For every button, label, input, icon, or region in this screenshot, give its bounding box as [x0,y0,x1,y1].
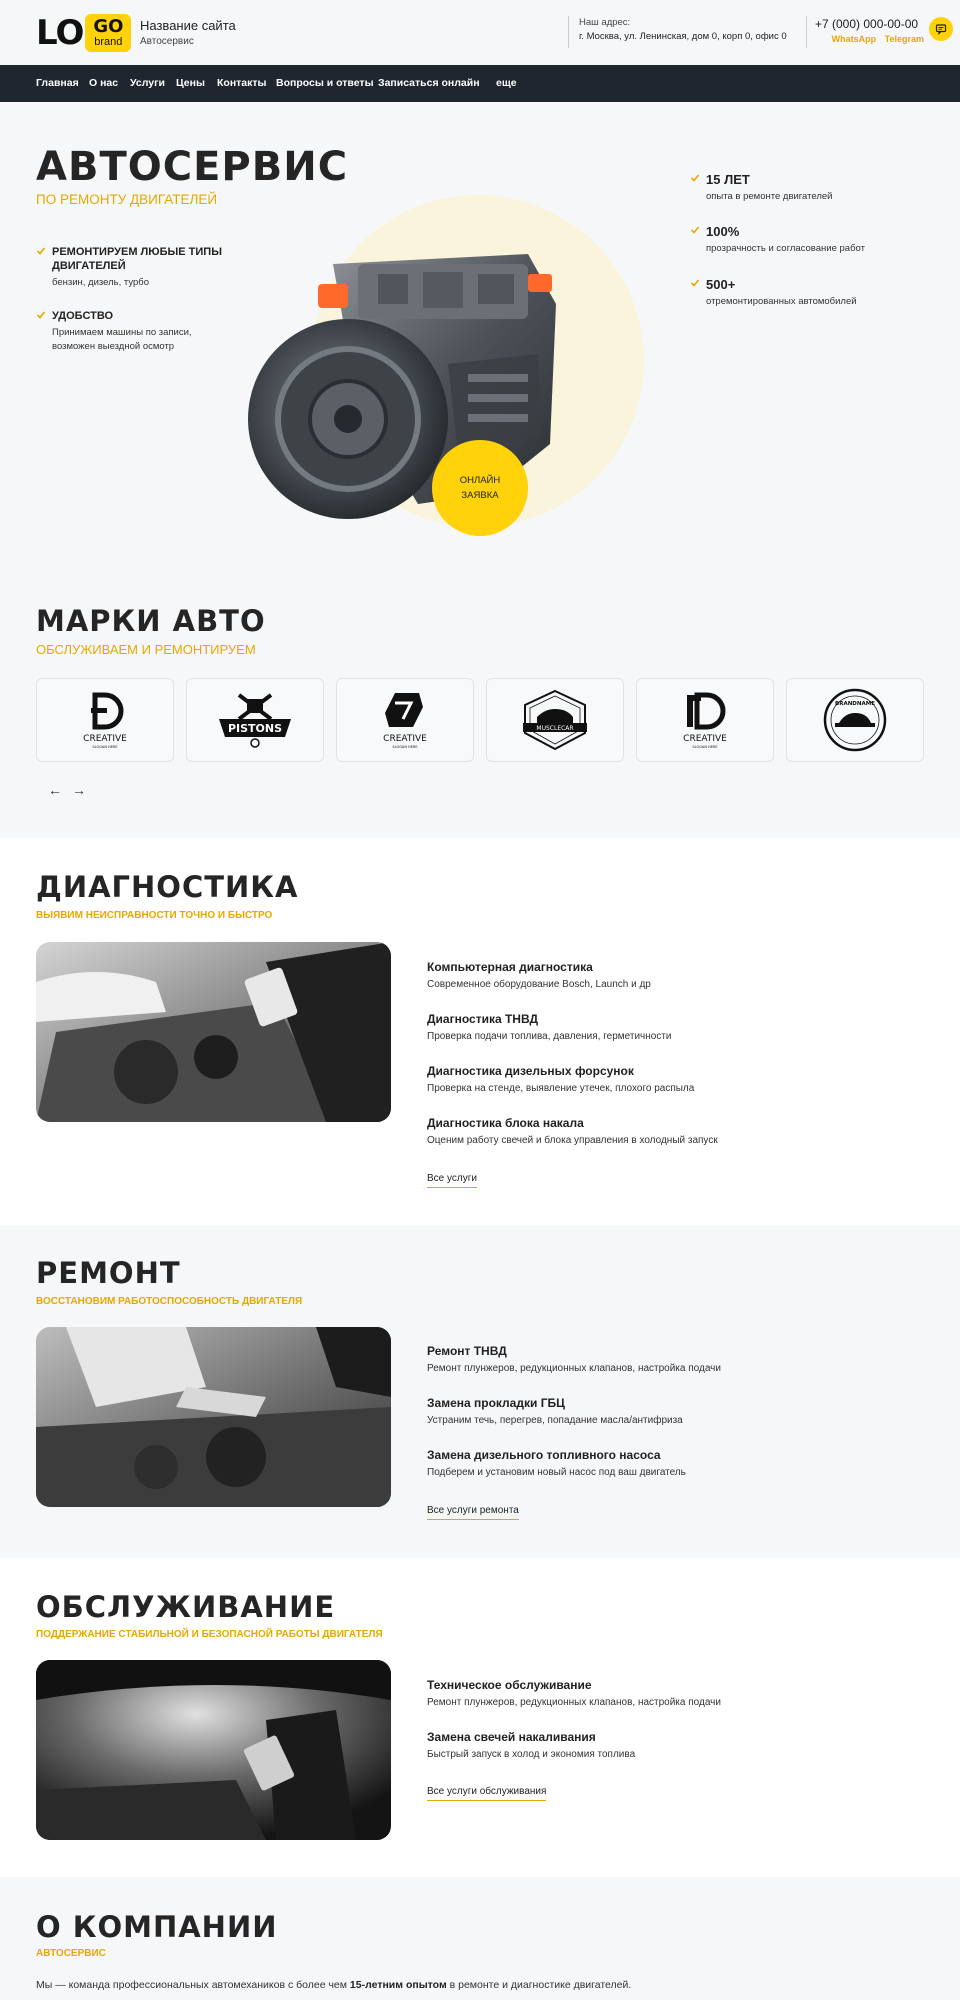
hero-subtitle: ПО РЕМОНТУ ДВИГАТЕЛЕЙ [36,192,218,207]
repair-title: РЕМОНТ [36,1256,181,1290]
brand-logo-name: MUSCLECAR [536,725,574,732]
chat-icon [935,23,947,35]
whatsapp-link[interactable]: WhatsApp [831,34,877,44]
nav-item-prices[interactable]: Цены [176,77,205,89]
brandname-logo-icon [815,687,895,753]
brand-card[interactable] [186,678,324,762]
service-item-title: Техническое обслуживание [427,1678,592,1692]
service-item[interactable] [427,1678,927,1710]
all-maintenance-services-link[interactable]: Все услуги обслуживания [427,1786,546,1801]
logo-text-go: GO [93,16,124,37]
brand-logo-name: PISTONS [227,722,283,735]
service-item-text: Подберем и установим новый насос под ваш двигатель [427,1467,686,1478]
all-services-link[interactable]: Все услуги [427,1173,477,1188]
service-item-title: Замена прокладки ГБЦ [427,1396,565,1410]
logo-badge [85,14,131,52]
service-item-title: Замена дизельного топливного насоса [427,1448,661,1462]
diagnostics-photo-image [36,942,391,1122]
hero-feature-text: Принимаем машины по записи, возможен выездной осмотр [52,327,192,352]
brands-title: МАРКИ АВТО [36,604,266,638]
check-icon [690,278,700,288]
creative-d-logo-icon [65,689,145,751]
nav-item-more[interactable]: еще [496,77,517,89]
brands-next-arrow[interactable]: → [72,782,86,798]
service-item-text: Оценим работу свечей и блока управления в холодный запуск [427,1135,718,1146]
address-block [568,16,787,48]
nav-item-contacts[interactable]: Контакты [217,77,267,89]
site-name: Название сайта [140,18,236,33]
check-icon [690,173,700,183]
musclecar-logo-icon [515,687,595,753]
hero-feature [36,245,226,290]
brand-logo-name: CREATIVE [83,734,127,744]
diagnostics-photo [36,942,391,1122]
online-request-line2: ЗАЯВКА [461,490,499,501]
brand-card[interactable] [486,678,624,762]
brand-logo-name: CREATIVE [683,734,727,744]
telegram-link[interactable]: Telegram [884,34,924,44]
check-icon [36,310,46,320]
maintenance-photo-image [36,1660,391,1840]
service-item-title: Компьютерная диагностика [427,960,593,974]
service-item-title: Диагностика дизельных форсунок [427,1064,634,1078]
service-item-text: Проверка подачи топлива, давления, герметичности [427,1031,672,1042]
service-item-title: Диагностика ТНВД [427,1012,539,1026]
service-item[interactable] [427,1116,927,1148]
about-text-end: в ремонте и диагностике двигателей. [446,1979,632,1991]
brand-card[interactable] [36,678,174,762]
service-item-title: Диагностика блока накала [427,1116,584,1130]
service-item-title: Замена свечей накаливания [427,1730,596,1744]
brand-card[interactable] [786,678,924,762]
phone-link[interactable]: +7 (000) 000-00-00 [815,17,919,31]
repair-photo [36,1327,391,1507]
maintenance-photo [36,1660,391,1840]
chat-button[interactable] [929,17,953,41]
service-item[interactable] [427,960,927,992]
messenger-links [826,34,924,44]
logo-text-lo: LO [36,13,84,53]
nav-item-home[interactable]: Главная [36,77,79,89]
repair-subtitle: ВОССТАНОВИМ РАБОТОСПОСОБНОСТЬ ДВИГАТЕЛЯ [36,1296,303,1307]
brands-subtitle: ОБСЛУЖИВАЕМ И РЕМОНТИРУЕМ [36,642,256,657]
maintenance-subtitle: ПОДДЕРЖАНИЕ СТАБИЛЬНОЙ И БЕЗОПАСНОЙ РАБОТЫ ДВИГАТЕЛЯ [36,1629,383,1640]
brands-prev-arrow[interactable]: ← [48,782,62,798]
hero-stat [690,224,930,256]
hero-feature-title: РЕМОНТИРУЕМ ЛЮБЫЕ ТИПЫ ДВИГАТЕЛЕЙ [52,246,222,272]
online-request-line1: ОНЛАЙН [459,475,501,486]
service-item[interactable] [427,1396,927,1428]
service-item[interactable] [427,1448,927,1480]
service-item-text: Ремонт плунжеров, редукционных клапанов, настройка подачи [427,1697,721,1708]
check-icon [690,225,700,235]
service-item-text: Проверка на стенде, выявление утечек, плохого распыла [427,1083,695,1094]
service-item-text: Устраним течь, перегрев, попадание масла/антифриза [427,1415,683,1426]
service-item-text: Ремонт плунжеров, редукционных клапанов, настройка подачи [427,1363,721,1374]
hero-stat-title: 500+ [706,277,736,292]
about-text-highlight: 15-летним опытом [349,1979,447,1991]
brand-card[interactable] [336,678,474,762]
pistons-logo-icon [213,689,297,751]
site-tagline: Автосервис [140,36,194,47]
hero-stat-title: 100% [706,224,740,239]
all-repair-services-link[interactable]: Все услуги ремонта [427,1505,519,1520]
brand-logo-name: CREATIVE [383,734,427,744]
hero-title: АВТОСЕРВИС [36,144,349,190]
diagnostics-subtitle: ВЫЯВИМ НЕИСПРАВНОСТИ ТОЧНО И БЫСТРО [36,910,273,921]
service-item[interactable] [427,1064,927,1096]
service-item-text: Современное оборудование Bosch, Launch и др [427,979,651,990]
logo[interactable] [36,14,131,52]
nav-item-faq[interactable]: Вопросы и ответы [276,77,374,89]
hero-stat [690,172,930,204]
brand-logo-slogan: SLOGAN HERE [692,745,718,749]
about-text-start: Мы — команда профессиональных автомехаников с более чем [36,1979,350,1991]
service-item[interactable] [427,1730,927,1762]
hero-feature-text: бензин, дизель, турбо [52,277,149,288]
brand-logo-name: BRANDNAME [835,701,875,707]
hero-stat-text: отремонтированных автомобилей [706,296,857,307]
hero-stat-text: прозрачность и согласование работ [706,243,865,254]
service-item[interactable] [427,1344,927,1376]
service-item-text: Быстрый запуск в холод и экономия топлива [427,1749,636,1760]
online-request-button[interactable] [432,440,528,536]
address-label: Наш адрес: [579,17,631,28]
hero-stat-text: опыта в ремонте двигателей [706,191,833,202]
brand-logo-slogan: SLOGAN HERE [92,745,118,749]
logo-text-brand: brand [94,36,123,48]
nav-item-booking[interactable]: Записаться онлайн [378,77,480,89]
main-nav [0,65,960,102]
repair-photo-image [36,1327,391,1507]
site-header [0,0,960,65]
address-text: г. Москва, ул. Ленинская, дом 0, корп 0, офис 0 [579,31,787,42]
diagnostics-title: ДИАГНОСТИКА [36,870,299,904]
contact-block [806,16,924,48]
check-icon [36,246,46,256]
service-item-title: Ремонт ТНВД [427,1344,507,1358]
nav-item-services[interactable]: Услуги [130,77,165,89]
brand-logo-slogan: SLOGAN HERE [392,745,418,749]
nav-item-about[interactable]: О нас [89,77,119,89]
service-item[interactable] [427,1012,927,1044]
creative-pd-logo-icon [665,689,745,751]
creative-hex-logo-icon [365,689,445,751]
brand-card[interactable] [636,678,774,762]
hero-stat [690,277,930,309]
about-subtitle: АВТОСЕРВИС [36,1948,106,1959]
hero-stat-title: 15 ЛЕТ [706,172,750,187]
maintenance-title: ОБСЛУЖИВАНИЕ [36,1590,336,1624]
about-title: О КОМПАНИИ [36,1910,278,1944]
hero-feature [36,309,226,354]
hero-feature-title: УДОБСТВО [52,310,114,322]
about-text [36,1979,631,1991]
